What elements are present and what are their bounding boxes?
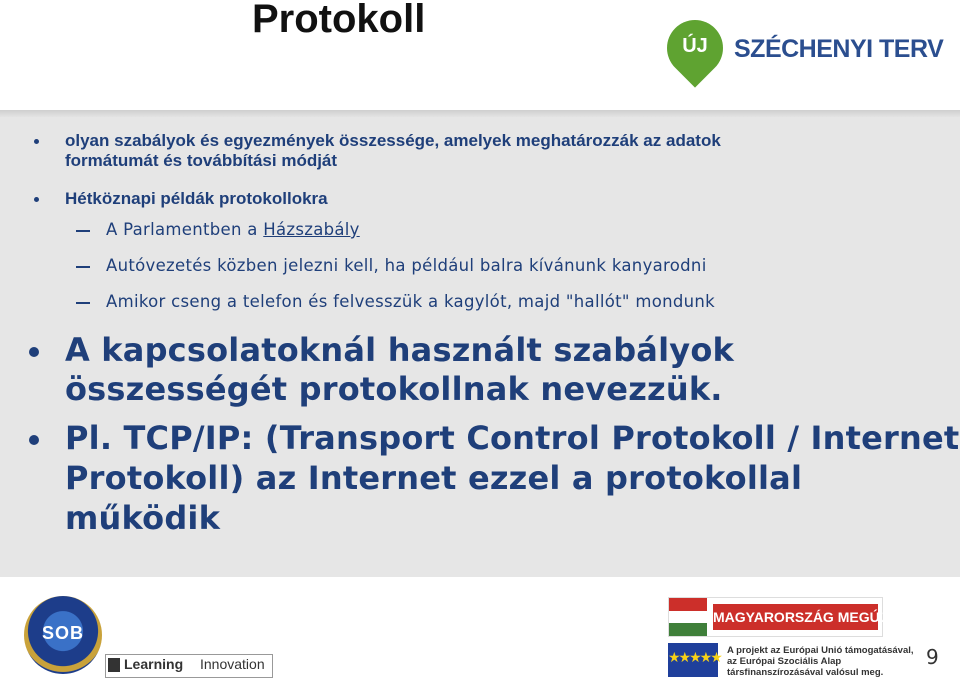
sub-bullet-prefix: A Parlamentben a: [106, 220, 264, 239]
eu-funding-text: [727, 645, 917, 678]
bullet-dot: [34, 139, 39, 144]
dash-bullet: [76, 266, 90, 268]
bullet-text: formátumát és továbbítási módját: [65, 151, 338, 170]
big-bullet-text: A kapcsolatoknál használt szabályok: [65, 331, 734, 369]
eu-text-line: társfinanszírozásával valósul meg.: [727, 667, 884, 678]
big-bullet-text: működik: [65, 499, 221, 537]
bullet-text: olyan szabályok és egyezmények összessége, amelyek meghatározzák az adatok: [65, 131, 721, 150]
logo-brand-text: SZÉCHENYI TERV: [734, 35, 944, 63]
dash-bullet: [76, 302, 90, 304]
big-bullet-text: összességét protokollnak nevezzük.: [65, 370, 723, 408]
logo-pin-text: ÚJ: [682, 35, 708, 57]
eu-stars-icon: ★★★★★: [668, 650, 721, 666]
dash-bullet: [76, 230, 90, 232]
eu-flag-icon: [668, 643, 721, 677]
learning-square-icon: [108, 658, 120, 672]
hazszabaly-link[interactable]: Házszabály: [263, 220, 360, 239]
slide-title: Protokoll: [252, 0, 426, 41]
bullet-dot: [29, 435, 39, 445]
school-of-business-logo: [24, 596, 102, 674]
learning-text: Learning: [124, 656, 184, 672]
bullet-dot: [29, 347, 39, 357]
bullet-text: Hétköznapi példák protokollokra: [65, 189, 328, 208]
big-bullet-text: Protokoll) az Internet ezzel a protokollal: [65, 459, 803, 497]
bullet-dot: [34, 197, 39, 202]
szechenyi-terv-logo: [662, 20, 944, 102]
page-number: 9: [926, 645, 939, 669]
eu-text-line: az Európai Szociális Alap: [727, 656, 842, 667]
content-panel: [0, 117, 960, 577]
innovation-text: Innovation: [200, 656, 265, 672]
learning-innovation-logo: [105, 654, 273, 678]
magyarorszag-megujul-logo: [668, 597, 907, 637]
sub-bullet-text: Amikor cseng a telefon és felvesszük a kagylót, majd "hallót" mondunk: [106, 292, 716, 311]
big-bullet-text: Pl. TCP/IP: (Transport Control Protokoll / Internet: [65, 419, 960, 457]
sob-logo-text: SOB: [41, 623, 84, 643]
eu-text-line: A projekt az Európai Unió támogatásával,: [727, 645, 914, 656]
hungarian-flag-icon: [669, 598, 707, 636]
sub-bullet-text: Autóvezetés közben jelezni kell, ha például balra kívánunk kanyarodni: [106, 256, 707, 275]
sub-bullet-text: [106, 220, 360, 240]
magyarorszag-text: MAGYARORSZÁG MEGÚJUL: [713, 604, 878, 630]
